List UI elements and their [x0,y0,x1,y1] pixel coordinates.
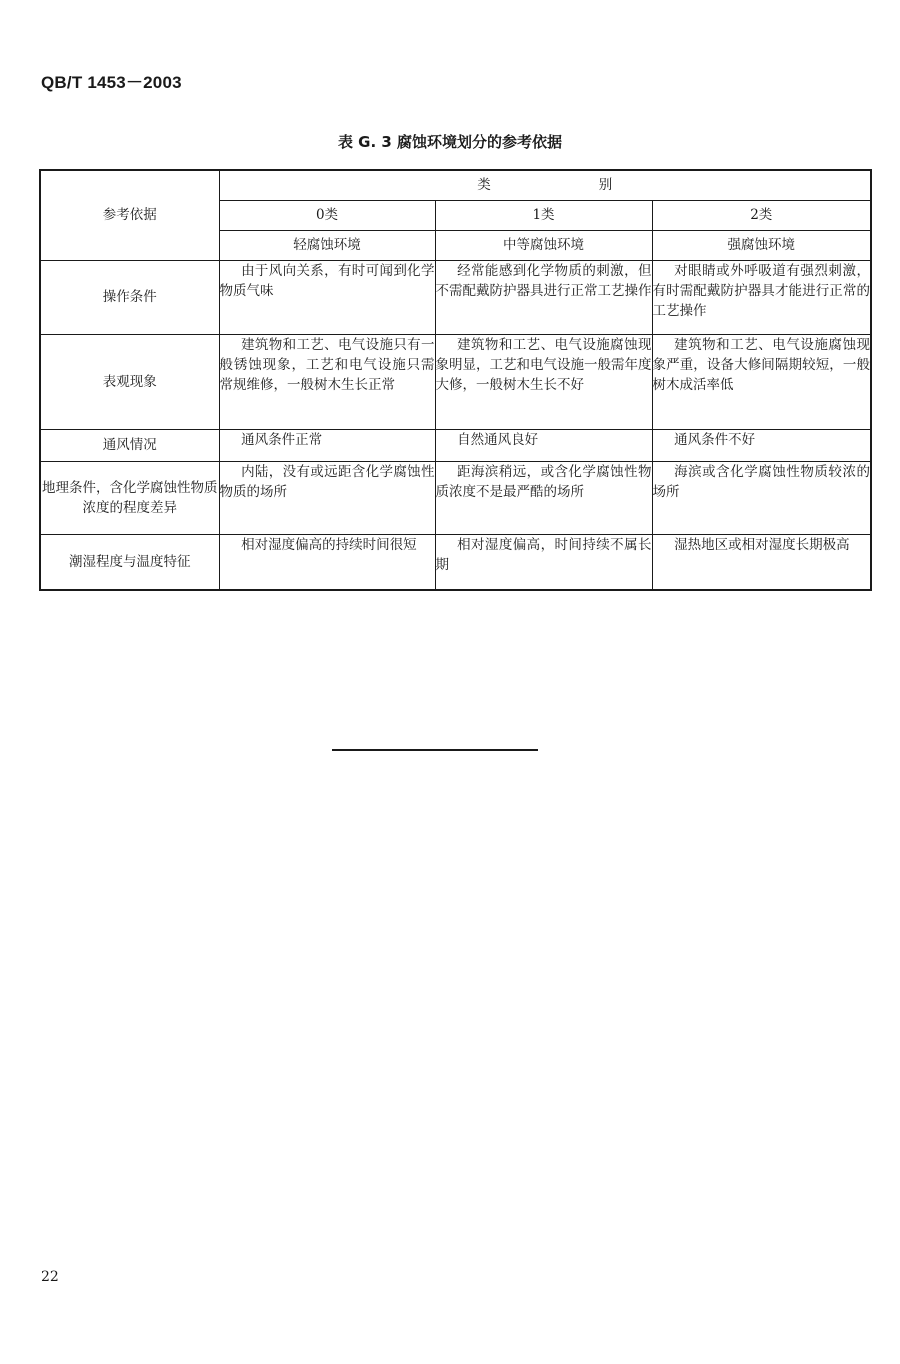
table-row [40,334,871,429]
table-cell: 通风条件不好 [652,429,871,461]
table-cell: 内陆，没有或远距含化学腐蚀性物质的场所 [219,461,435,534]
row-label-ventilation: 通风情况 [40,429,219,461]
end-of-standard-rule [332,749,538,751]
table-cell: 建筑物和工艺、电气设施腐蚀现象明显，工艺和电气设施一般需年度大修，一般树木生长不好 [435,334,652,429]
row-label-appearance: 表观现象 [40,334,219,429]
table-title: 表 G. 3 腐蚀环境划分的参考依据 [337,133,563,151]
header-env-medium: 中等腐蚀环境 [435,230,652,260]
header-reference-basis: 参考依据 [40,170,219,260]
table-row [40,461,871,534]
table-cell: 自然通风良好 [435,429,652,461]
page-number: 22 [41,1269,59,1285]
table-row [40,534,871,590]
table-cell: 对眼睛或外呼吸道有强烈刺激，有时需配戴防护器具才能进行正常的工艺操作 [652,260,871,334]
row-label-operating-conditions: 操作条件 [40,260,219,334]
table-cell: 建筑物和工艺、电气设施只有一般锈蚀现象，工艺和电气设施只需常规维修，一般树木生长正常 [219,334,435,429]
header-class-1: 1类 [435,200,652,230]
row-label-geography: 地理条件，含化学腐蚀性物质浓度的程度差异 [40,461,219,534]
table-cell: 建筑物和工艺、电气设施腐蚀现象严重，设备大修间隔期较短，一般树木成活率低 [652,334,871,429]
table-cell: 通风条件正常 [219,429,435,461]
table-cell: 经常能感到化学物质的刺激，但不需配戴防护器具进行正常工艺操作 [435,260,652,334]
header-class-0: 0类 [219,200,435,230]
table-cell: 相对湿度偏高，时间持续不属长期 [435,534,652,590]
corrosion-environment-table [39,169,872,591]
row-label-humidity: 潮湿程度与温度特征 [40,534,219,590]
header-category: 类 别 [219,170,871,200]
header-env-light: 轻腐蚀环境 [219,230,435,260]
table-cell: 湿热地区或相对湿度长期极高 [652,534,871,590]
header-class-2: 2类 [652,200,871,230]
table-row [40,260,871,334]
table-cell: 由于风向关系，有时可闻到化学物质气味 [219,260,435,334]
standard-code: QB/T 1453－2003 [41,73,182,92]
header-env-strong: 强腐蚀环境 [652,230,871,260]
table-cell: 距海滨稍远，或含化学腐蚀性物质浓度不是最严酷的场所 [435,461,652,534]
table-cell: 相对湿度偏高的持续时间很短 [219,534,435,590]
table-row [40,429,871,461]
table-cell: 海滨或含化学腐蚀性物质较浓的场所 [652,461,871,534]
